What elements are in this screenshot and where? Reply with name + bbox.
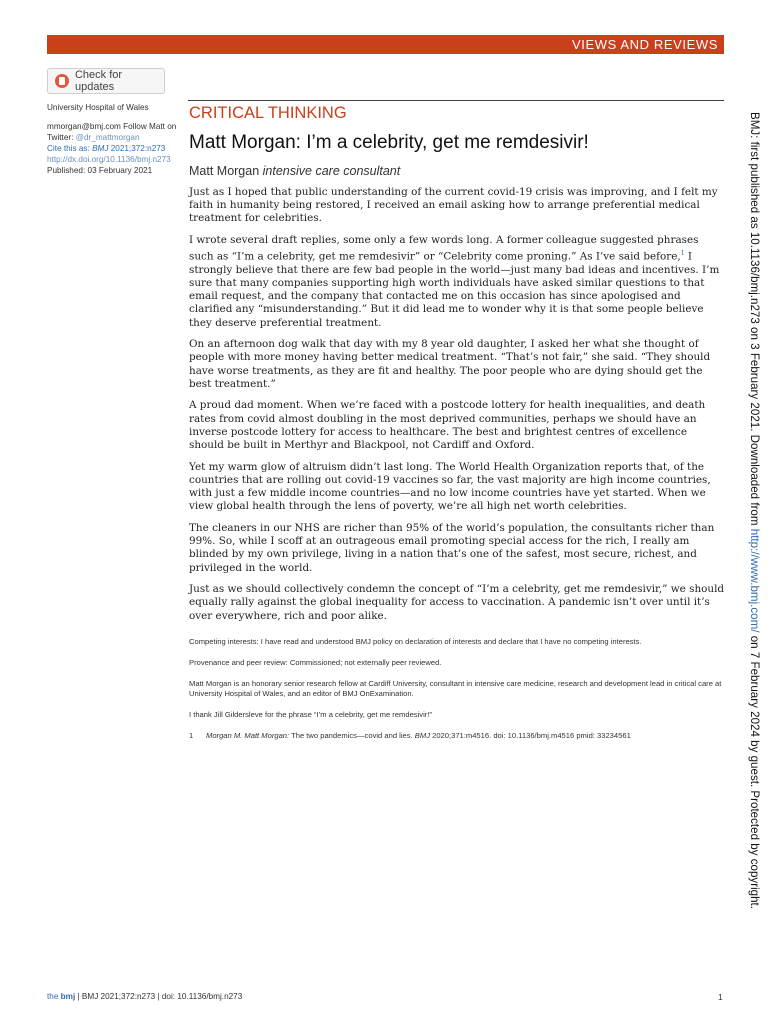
paragraph-6: The cleaners in our NHS are richer than 95% of the world’s population, the consultants richer than 99%. So, while I scoff at an outrageous email promoting special access for the rich, I really am blinded by my own privilege, living in a nation that’s one of the safest, most secure, richest, and privileged in the world. [189, 521, 715, 574]
author-bio: Matt Morgan is an honorary senior research fellow at Cardiff University, consultant in intensive care medicine, research and development lead in critical care at University Hospital of Wales, and an editor of BMJ OnExamination. [189, 678, 722, 698]
cite-journal: BMJ [92, 144, 109, 153]
page-footer [47, 992, 242, 1001]
copyright-notice [748, 112, 761, 912]
byline [189, 164, 725, 178]
reference-item [189, 731, 725, 741]
acknowledgement: I thank Jill Gildersleve for the phrase “I’m a celebrity, get me remdesivir!” [189, 709, 432, 719]
banner-text: VIEWS AND REVIEWS [571, 37, 718, 52]
check-for-updates-label: Check for updates [74, 69, 123, 93]
footer-logo: bmj [60, 992, 76, 1001]
reference-link-1[interactable]: 1 [680, 250, 685, 258]
check-for-updates-button[interactable] [47, 68, 165, 94]
article-title: Matt Morgan: I’m a celebrity, get me remdesivir! [189, 132, 589, 153]
doi-link[interactable]: http://dx.doi.org/10.1136/bmj.n273 [47, 155, 171, 164]
article-main [189, 104, 725, 741]
twitter-line [47, 132, 173, 143]
footer-the: the [47, 992, 61, 1001]
paragraph-4: A proud dad moment. When we’re faced with a postcode lottery for health inequalities, and death rates from covid almost doubling in the most deprived communities, perhaps we should have an inverse postcode lottery for access to healthcare. The best and brightest centres of excellence should be built in Merthyr and Blackpool, not Cardiff and Oxford. [189, 399, 706, 452]
reference-title: The two pandemics—covid and lies. [289, 730, 415, 740]
reference-text [206, 731, 631, 741]
cite-line [47, 143, 173, 154]
cite-label: Cite this as: [47, 144, 93, 153]
paragraph-5: Yet my warm glow of altruism didn’t last long. The World Health Organization reports that, of the countries that are rolling out covid-19 vaccines so far, the vast majority are high income countries, with just a few middle income countries—and no low income countries have yet started. When we view global health through the lens of poverty, we’re all high net worth celebrities. [189, 460, 711, 513]
contact-email: mmorgan@bmj.com Follow Matt on [47, 122, 177, 131]
copyright-text-b: on 7 February 2024 by guest. Protected by copyright. [748, 632, 761, 909]
page-number: 1 [718, 992, 723, 1002]
author-role: intensive care consultant [262, 164, 401, 178]
article-body [189, 186, 725, 623]
header-rule [188, 100, 724, 101]
reference-author: Morgan M. Matt Morgan: [206, 730, 290, 740]
reference-number: 1 [189, 730, 194, 740]
bmj-site-link[interactable]: http://www.bmj.com/ [748, 528, 761, 633]
section-heading: CRITICAL THINKING [189, 104, 347, 122]
footer-citation: | BMJ 2021;372:n273 | doi: 10.1136/bmj.n273 [75, 992, 243, 1001]
author-name: Matt Morgan [189, 164, 260, 178]
update-badge-icon [55, 74, 69, 88]
provenance: Provenance and peer review: Commissioned; not externally peer reviewed. [189, 657, 442, 667]
twitter-link[interactable]: @dr_mattmorgan [75, 133, 140, 142]
copyright-margin [741, 112, 761, 912]
published-date: Published: 03 February 2021 [47, 166, 153, 175]
reference-details: 2020;371:m4516. doi: 10.1136/bmj.m4516 pmid: 33234561 [429, 730, 631, 740]
paragraph-1: Just as I hoped that public understanding of the current covid-19 crisis was improving, and I felt my faith in humanity being restored, I received an email asking how to arrange preferential medical treatment for celebrities. [189, 186, 718, 225]
cite-ref: 2021;372:n273 [108, 144, 166, 153]
paragraph-2 [189, 234, 725, 330]
affiliation: University Hospital of Wales [47, 103, 149, 112]
copyright-text-a: BMJ: first published as 10.1136/bmj.n273 on 3 February 2021. Downloaded from [748, 112, 761, 529]
paragraph-3: On an afternoon dog walk that day with my 8 year old daughter, I asked her what she thought of people with more money having better medical treatment. “That’s not fair,” she said. “They should have worse treatments, as they are fit and healthy. The poor people who are dying should get the best treatment.” [189, 338, 711, 390]
competing-interests: Competing interests: I have read and understood BMJ policy on declaration of interests and declare that I have no competing interests. [189, 636, 642, 646]
twitter-prefix: Twitter: [47, 133, 76, 142]
paragraph-2-part-a: I wrote several draft replies, some only a few words long. A former colleague suggested phrases such as “I’m a celebrity, get me remdesivir” or “Celebrity come proning.” As I’ve said before, [189, 234, 699, 263]
article-sidebar [47, 102, 177, 176]
reference-journal: BMJ [414, 730, 430, 740]
paragraph-7: Just as we should collectively condemn the concept of “I’m a celebrity, get me remdesivir,” we should equally rally against the global inequality for access to vaccination. A pandemic isn’t over until it’s over everywhere, rich and poor alike. [189, 583, 725, 622]
section-banner [47, 35, 724, 54]
article-notes [189, 637, 725, 741]
paragraph-2-part-b: I strongly believe that there are few bad people in the world—just many bad ideas and incentives. I’m sure that many companies supporting high worth individuals have asked similar questions to that email request, and the company that contacted me on this occasion has since apologised and clarified any “misunderstanding.” But it did lead me to wonder why it is that some people believe they deserve preferential treatment. [189, 250, 720, 329]
